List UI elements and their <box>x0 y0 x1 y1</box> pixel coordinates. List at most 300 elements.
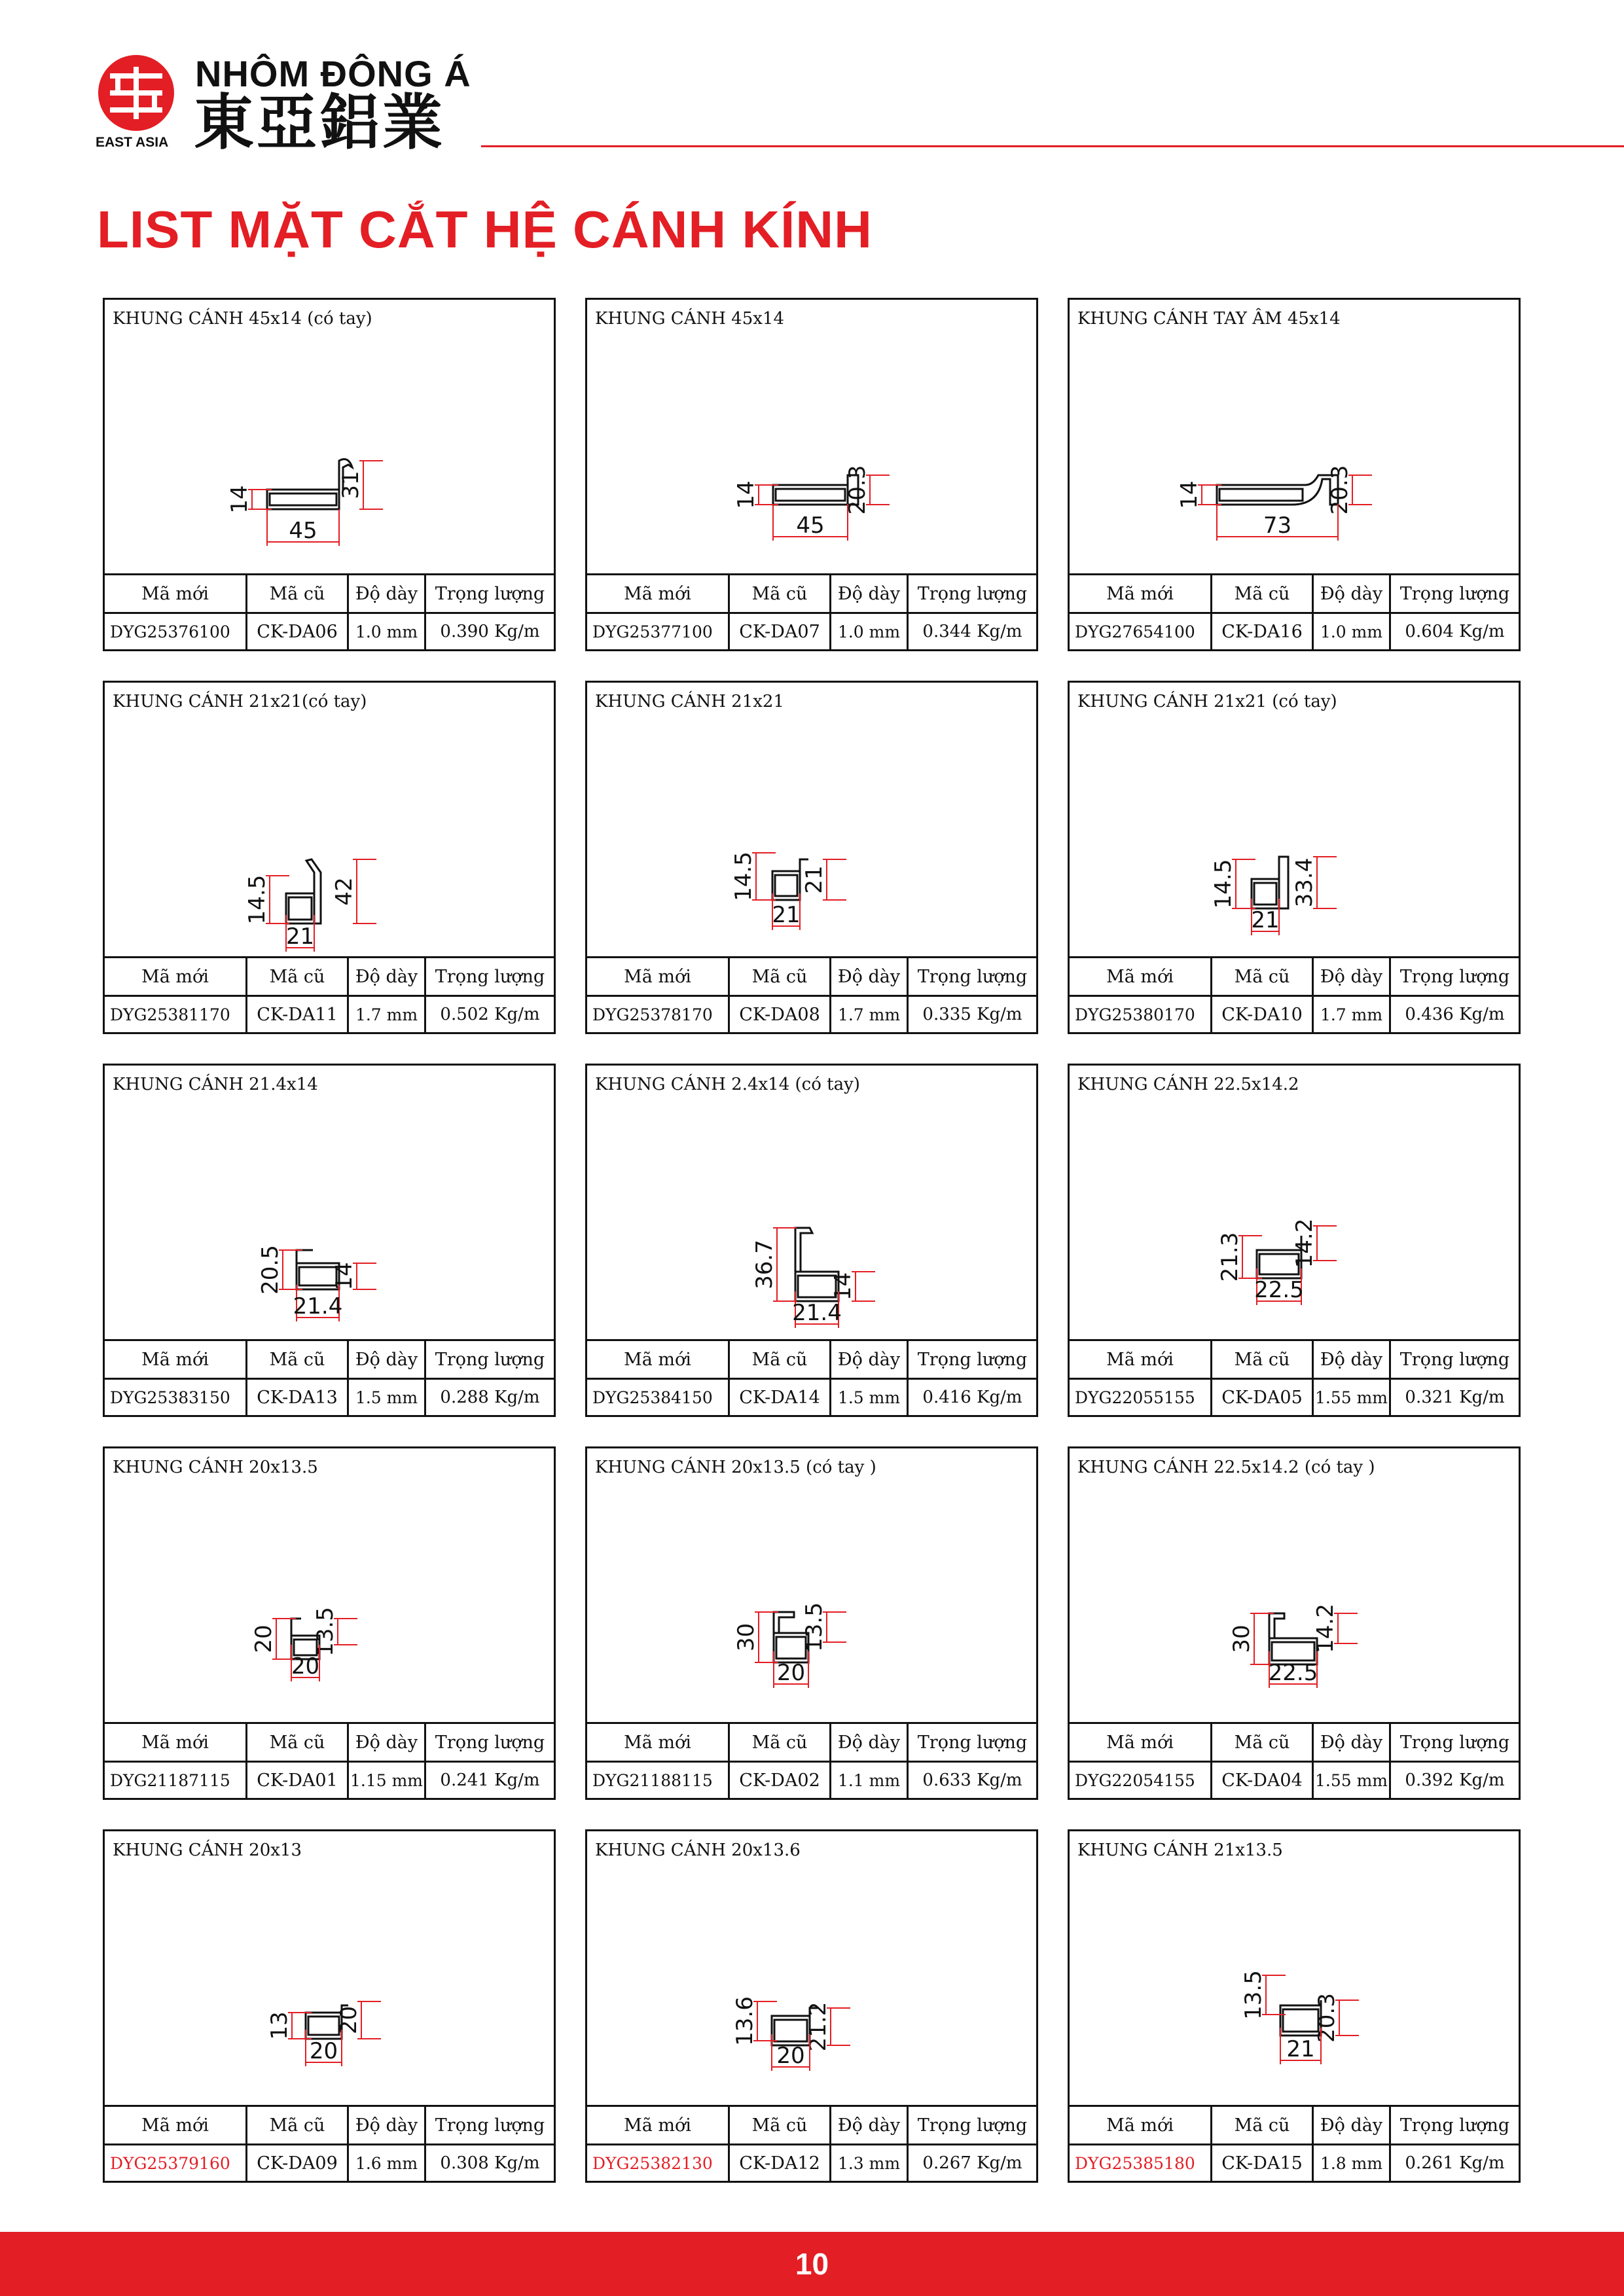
profile-card <box>585 1064 1038 1417</box>
dimension-label: 13.5 <box>312 1607 338 1657</box>
header-new-code: Mã mới <box>105 1724 247 1761</box>
profile-title: KHUNG CÁNH TAY ÂM 45x14 <box>1077 309 1341 329</box>
page-number: 10 <box>795 2247 829 2281</box>
weight-value: 0.241 Kg/m <box>440 1770 540 1790</box>
header-thickness: Độ dày <box>1314 1341 1391 1378</box>
old-code-value: CK-DA01 <box>247 1763 349 1798</box>
old-code-value: CK-DA05 <box>1212 1380 1314 1415</box>
new-code-value: DYG21187115 <box>105 1763 247 1798</box>
dimension-label: 42 <box>331 877 357 906</box>
profile-card <box>103 1064 556 1417</box>
spec-table <box>105 1722 554 1798</box>
weight-value: 0.416 Kg/m <box>922 1388 1022 1407</box>
spec-table <box>105 1339 554 1415</box>
dimension-label: 21 <box>285 924 315 950</box>
profile-card <box>1068 298 1521 651</box>
old-code-value: CK-DA11 <box>247 997 349 1032</box>
header-weight: Trọng lượng <box>917 1349 1028 1370</box>
dimension-annotation <box>267 509 339 546</box>
weight-value: 0.308 Kg/m <box>440 2153 540 2173</box>
header-old-code: Mã cũ <box>1212 1341 1314 1378</box>
spec-value-row <box>587 997 1036 1032</box>
profile-cross-section-drawing <box>105 1105 554 1343</box>
profile-card <box>1068 1829 1521 2183</box>
old-code-value: CK-DA14 <box>730 1380 831 1415</box>
new-code-value: DYG25382130 <box>587 2145 730 2181</box>
weight-value: 0.604 Kg/m <box>1405 622 1505 641</box>
profile-cross-section-drawing <box>587 722 1036 960</box>
header-thickness: Độ dày <box>349 2107 426 2144</box>
page-title: LIST MẶT CẮT HỆ CÁNH KÍNH <box>97 200 873 259</box>
old-code-value: CK-DA16 <box>1212 614 1314 649</box>
dimension-label: 20 <box>336 2005 362 2035</box>
dimension-annotation <box>1327 465 1372 515</box>
dimension-label: 13.5 <box>1240 1970 1267 2020</box>
profile-outline <box>1217 475 1338 505</box>
header-old-code: Mã cũ <box>730 575 831 612</box>
dimension-label: 33.4 <box>1291 857 1318 908</box>
dimension-label: 20.3 <box>1327 465 1353 515</box>
header-weight: Trọng lượng <box>917 2115 1028 2136</box>
header-weight: Trọng lượng <box>1399 1732 1510 1753</box>
profile-cross-section-drawing <box>105 339 554 577</box>
header-thickness: Độ dày <box>831 958 909 995</box>
header-new-code: Mã mới <box>587 1724 730 1761</box>
header-weight: Trọng lượng <box>1399 966 1510 987</box>
spec-value-row <box>105 614 554 649</box>
dimension-annotation <box>1217 504 1338 541</box>
dimension-label: 20.3 <box>1314 1993 1340 2043</box>
weight-value: 0.502 Kg/m <box>440 1005 540 1024</box>
header-weight: Trọng lượng <box>435 1349 545 1370</box>
weight-value: 0.267 Kg/m <box>922 2153 1022 2173</box>
profile-outline <box>1269 1613 1317 1664</box>
dimension-annotation <box>733 1612 778 1662</box>
header-old-code: Mã cũ <box>247 575 349 612</box>
new-code-value: DYG25376100 <box>105 614 247 649</box>
dimension-label: 21.4 <box>293 1293 343 1319</box>
profile-cross-section-drawing <box>105 1871 554 2109</box>
new-code-value: DYG25385180 <box>1070 2145 1212 2181</box>
brand-cjk-name: 東亞鋁業 <box>194 88 446 158</box>
profile-cross-section-drawing <box>587 1488 1036 1726</box>
dimension-annotation <box>733 480 778 509</box>
new-code-value: DYG25384150 <box>587 1380 730 1415</box>
dimension-annotation <box>830 1272 875 1301</box>
dimension-label: 13 <box>266 2011 293 2040</box>
dimension-annotation <box>226 485 272 513</box>
dimension-label: 22.5 <box>1268 1660 1318 1686</box>
old-code-value: CK-DA13 <box>247 1380 349 1415</box>
thickness-value: 1.0 mm <box>831 614 909 649</box>
header-old-code: Mã cũ <box>730 1724 831 1761</box>
profile-grid <box>103 298 1521 2183</box>
thickness-value: 1.5 mm <box>831 1380 909 1415</box>
profile-card <box>103 298 556 651</box>
dimension-annotation <box>772 893 800 930</box>
profile-title: KHUNG CÁNH 20x13.5 <box>113 1458 318 1477</box>
logo-subtitle: EAST ASIA <box>96 135 169 150</box>
header-weight: Trọng lượng <box>1399 1349 1510 1370</box>
weight-value: 0.335 Kg/m <box>922 1005 1022 1024</box>
new-code-value: DYG27654100 <box>1070 614 1212 649</box>
dimension-annotation <box>1291 1219 1337 1268</box>
header-new-code: Mã mới <box>105 1341 247 1378</box>
header-old-code: Mã cũ <box>730 2107 831 2144</box>
header-divider <box>481 145 1624 147</box>
new-code-value: DYG22054155 <box>1070 1763 1212 1798</box>
profile-outline <box>1252 857 1288 908</box>
dimension-annotation <box>244 875 289 925</box>
profile-card <box>585 681 1038 1034</box>
dimension-annotation <box>731 852 776 901</box>
spec-header-row <box>105 2107 554 2145</box>
header-weight: Trọng lượng <box>1399 583 1510 604</box>
dimension-label: 45 <box>289 518 317 544</box>
profile-cross-section-drawing <box>587 1871 1036 2109</box>
spec-value-row <box>587 1380 1036 1415</box>
profile-cross-section-drawing <box>587 339 1036 577</box>
header-thickness: Độ dày <box>831 1341 909 1378</box>
dimension-annotation <box>773 504 848 541</box>
dimension-annotation <box>805 2002 850 2052</box>
spec-header-row <box>1070 2107 1519 2145</box>
spec-value-row <box>105 997 554 1032</box>
weight-value: 0.392 Kg/m <box>1405 1770 1505 1790</box>
dimension-label: 14.5 <box>1210 859 1236 909</box>
header-weight: Trọng lượng <box>917 583 1028 604</box>
spec-table <box>1070 1339 1519 1415</box>
header-weight: Trọng lượng <box>435 1732 545 1753</box>
spec-table <box>1070 1722 1519 1798</box>
header-thickness: Độ dày <box>831 2107 909 2144</box>
dimension-label: 21 <box>772 902 801 928</box>
dimension-annotation <box>751 1228 797 1301</box>
header-weight: Trọng lượng <box>917 1732 1028 1753</box>
spec-table <box>587 1722 1036 1798</box>
spec-header-row <box>587 1341 1036 1380</box>
spec-value-row <box>587 614 1036 649</box>
profile-cross-section-drawing <box>587 1105 1036 1343</box>
dimension-label: 36.7 <box>751 1240 778 1289</box>
spec-header-row <box>587 958 1036 997</box>
profile-outline <box>286 859 321 924</box>
header-thickness: Độ dày <box>349 958 426 995</box>
weight-value: 0.321 Kg/m <box>1405 1388 1505 1407</box>
thickness-value: 1.7 mm <box>831 997 909 1032</box>
dimension-annotation <box>331 1262 376 1290</box>
spec-table <box>1070 573 1519 649</box>
thickness-value: 1.6 mm <box>349 2145 426 2181</box>
header-thickness: Độ dày <box>831 575 909 612</box>
profile-title: KHUNG CÁNH 45x14 (có tay) <box>113 309 372 329</box>
header-old-code: Mã cũ <box>1212 575 1314 612</box>
header-new-code: Mã mới <box>1070 2107 1212 2144</box>
dimension-annotation <box>801 859 846 900</box>
east-asia-logo-icon <box>97 54 175 132</box>
profile-card <box>585 1829 1038 2183</box>
spec-value-row <box>1070 1763 1519 1798</box>
profile-card <box>103 1829 556 2183</box>
header-thickness: Độ dày <box>1314 1724 1391 1761</box>
dimension-label: 14.2 <box>1291 1218 1318 1268</box>
thickness-value: 1.55 mm <box>1314 1763 1391 1798</box>
old-code-value: CK-DA09 <box>247 2145 349 2181</box>
dimension-label: 14.5 <box>244 874 270 925</box>
dimension-annotation <box>1229 1613 1274 1664</box>
spec-value-row <box>105 2145 554 2181</box>
spec-table <box>587 956 1036 1032</box>
profile-cross-section-drawing <box>1070 339 1519 577</box>
brand-name: NHÔM ĐÔNG Á <box>195 53 471 94</box>
dimension-annotation <box>1312 1604 1358 1653</box>
spec-value-row <box>105 1380 554 1415</box>
dimension-label: 20 <box>251 1624 277 1653</box>
old-code-value: CK-DA15 <box>1212 2145 1314 2181</box>
dimension-label: 20 <box>776 1660 806 1686</box>
header-old-code: Mã cũ <box>1212 958 1314 995</box>
new-code-value: DYG25381170 <box>105 997 247 1032</box>
profile-card <box>1068 1446 1521 1800</box>
profile-card <box>585 298 1038 651</box>
spec-header-row <box>587 2107 1036 2145</box>
spec-header-row <box>587 1724 1036 1763</box>
dimension-label: 21.3 <box>1217 1232 1243 1282</box>
dimension-annotation <box>1269 1651 1318 1688</box>
weight-value: 0.261 Kg/m <box>1405 2153 1505 2173</box>
spec-value-row <box>1070 1380 1519 1415</box>
profile-title: KHUNG CÁNH 21x21 (có tay) <box>1077 692 1337 711</box>
header-new-code: Mã mới <box>105 958 247 995</box>
thickness-value: 1.3 mm <box>831 2145 909 2181</box>
header-weight: Trọng lượng <box>435 2115 545 2136</box>
dimension-label: 20 <box>291 1653 320 1679</box>
spec-table <box>105 573 554 649</box>
header-weight: Trọng lượng <box>917 966 1028 987</box>
old-code-value: CK-DA10 <box>1212 997 1314 1032</box>
spec-header-row <box>105 958 554 997</box>
profile-title: KHUNG CÁNH 21.4x14 <box>113 1075 318 1094</box>
header-thickness: Độ dày <box>1314 575 1391 612</box>
header-weight: Trọng lượng <box>435 583 545 604</box>
spec-value-row <box>1070 2145 1519 2181</box>
dimension-annotation <box>772 2034 810 2071</box>
dimension-label: 21 <box>1251 907 1280 933</box>
dimension-label: 22.5 <box>1254 1277 1304 1303</box>
dimension-annotation <box>1210 859 1255 909</box>
thickness-value: 1.55 mm <box>1314 1380 1391 1415</box>
dimension-label: 14 <box>331 1262 357 1291</box>
thickness-value: 1.8 mm <box>1314 2145 1391 2181</box>
dimension-label: 31 <box>338 471 364 499</box>
profile-title: KHUNG CÁNH 21x13.5 <box>1077 1840 1283 1860</box>
dimension-label: 14 <box>830 1272 856 1301</box>
profile-card <box>103 681 556 1034</box>
new-code-value: DYG25380170 <box>1070 997 1212 1032</box>
old-code-value: CK-DA06 <box>247 614 349 649</box>
profile-cross-section-drawing <box>105 1488 554 1726</box>
header-old-code: Mã cũ <box>247 2107 349 2144</box>
header-thickness: Độ dày <box>349 1724 426 1761</box>
header-weight: Trọng lượng <box>435 966 545 987</box>
profile-cross-section-drawing <box>1070 1871 1519 2109</box>
spec-header-row <box>1070 1724 1519 1763</box>
new-code-value: DYG25383150 <box>105 1380 247 1415</box>
old-code-value: CK-DA07 <box>730 614 831 649</box>
dimension-annotation <box>336 2001 381 2039</box>
spec-table <box>1070 2105 1519 2181</box>
dimension-label: 21.2 <box>805 2001 831 2052</box>
dimension-label: 73 <box>1263 512 1292 539</box>
profile-card <box>1068 1064 1521 1417</box>
spec-header-row <box>587 575 1036 614</box>
dimension-label: 13.6 <box>732 1996 758 2046</box>
page-header <box>0 0 1624 157</box>
dimension-label: 20.5 <box>257 1245 283 1295</box>
new-code-value: DYG21188115 <box>587 1763 730 1798</box>
header-new-code: Mã mới <box>587 575 730 612</box>
dimension-label: 20.3 <box>844 465 871 515</box>
dimension-annotation <box>1176 480 1221 509</box>
dimension-annotation <box>251 1619 296 1659</box>
dimension-label: 14.2 <box>1312 1604 1339 1653</box>
spec-header-row <box>1070 958 1519 997</box>
profile-cross-section-drawing <box>105 722 554 960</box>
dimension-annotation <box>338 461 383 509</box>
thickness-value: 1.7 mm <box>349 997 426 1032</box>
thickness-value: 1.15 mm <box>349 1763 426 1798</box>
profile-card <box>1068 681 1521 1034</box>
dimension-annotation <box>732 1996 777 2046</box>
old-code-value: CK-DA02 <box>730 1763 831 1798</box>
dimension-label: 21 <box>801 865 827 894</box>
header-thickness: Độ dày <box>349 1341 426 1378</box>
profile-cross-section-drawing <box>1070 722 1519 960</box>
header-old-code: Mã cũ <box>730 958 831 995</box>
weight-value: 0.344 Kg/m <box>922 622 1022 641</box>
dimension-annotation <box>1240 1970 1286 2020</box>
header-new-code: Mã mới <box>587 1341 730 1378</box>
dimension-label: 30 <box>1229 1624 1255 1653</box>
dimension-label: 14 <box>226 485 253 514</box>
header-old-code: Mã cũ <box>247 958 349 995</box>
profile-title: KHUNG CÁNH 22.5x14.2 <box>1077 1075 1299 1094</box>
profile-card <box>103 1446 556 1800</box>
header-thickness: Độ dày <box>349 575 426 612</box>
old-code-value: CK-DA08 <box>730 997 831 1032</box>
spec-header-row <box>105 575 554 614</box>
spec-table <box>587 1339 1036 1415</box>
header-new-code: Mã mới <box>1070 1724 1212 1761</box>
dimension-label: 30 <box>733 1623 759 1652</box>
new-code-value: DYG22055155 <box>1070 1380 1212 1415</box>
header-old-code: Mã cũ <box>1212 1724 1314 1761</box>
thickness-value: 1.7 mm <box>1314 997 1391 1032</box>
dimension-annotation <box>1217 1232 1262 1282</box>
profile-cross-section-drawing <box>1070 1105 1519 1343</box>
spec-header-row <box>1070 575 1519 614</box>
header-old-code: Mã cũ <box>1212 2107 1314 2144</box>
header-thickness: Độ dày <box>831 1724 909 1761</box>
spec-value-row <box>1070 997 1519 1032</box>
profile-title: KHUNG CÁNH 21x21(có tay) <box>113 692 367 711</box>
weight-value: 0.436 Kg/m <box>1405 1005 1505 1024</box>
dimension-annotation <box>1291 857 1337 908</box>
thickness-value: 1.5 mm <box>349 1380 426 1415</box>
dimension-annotation <box>774 1651 808 1688</box>
thickness-value: 1.0 mm <box>349 614 426 649</box>
header-new-code: Mã mới <box>587 2107 730 2144</box>
profile-title: KHUNG CÁNH 2.4x14 (có tay) <box>595 1075 860 1094</box>
spec-table <box>105 2105 554 2181</box>
profile-title: KHUNG CÁNH 20x13.6 <box>595 1840 801 1860</box>
spec-value-row <box>105 1763 554 1798</box>
header-new-code: Mã mới <box>587 958 730 995</box>
weight-value: 0.390 Kg/m <box>440 622 540 641</box>
spec-table <box>587 573 1036 649</box>
dimension-label: 14 <box>1176 480 1202 509</box>
profile-title: KHUNG CÁNH 22.5x14.2 (có tay ) <box>1077 1458 1375 1477</box>
header-old-code: Mã cũ <box>247 1341 349 1378</box>
profile-cross-section-drawing <box>1070 1488 1519 1726</box>
weight-value: 0.288 Kg/m <box>440 1388 540 1407</box>
page-footer <box>0 2232 1624 2296</box>
dimension-label: 21.4 <box>792 1300 842 1326</box>
dimension-annotation <box>844 465 890 515</box>
profile-title: KHUNG CÁNH 45x14 <box>595 309 784 329</box>
new-code-value: DYG25379160 <box>105 2145 247 2181</box>
header-new-code: Mã mới <box>1070 575 1212 612</box>
old-code-value: CK-DA12 <box>730 2145 831 2181</box>
header-thickness: Độ dày <box>1314 958 1391 995</box>
old-code-value: CK-DA04 <box>1212 1763 1314 1798</box>
profile-title: KHUNG CÁNH 21x21 <box>595 692 784 711</box>
spec-table <box>587 2105 1036 2181</box>
spec-table <box>105 956 554 1032</box>
spec-value-row <box>1070 614 1519 649</box>
thickness-value: 1.1 mm <box>831 1763 909 1798</box>
dimension-label: 20 <box>776 2043 805 2069</box>
header-weight: Trọng lượng <box>1399 2115 1510 2136</box>
dimension-label: 21 <box>1286 2036 1315 2062</box>
profile-card <box>585 1446 1038 1800</box>
header-old-code: Mã cũ <box>247 1724 349 1761</box>
spec-header-row <box>105 1724 554 1763</box>
header-new-code: Mã mới <box>105 2107 247 2144</box>
header-new-code: Mã mới <box>105 575 247 612</box>
header-old-code: Mã cũ <box>730 1341 831 1378</box>
profile-title: KHUNG CÁNH 20x13.5 (có tay ) <box>595 1458 876 1477</box>
weight-value: 0.633 Kg/m <box>922 1770 1022 1790</box>
spec-value-row <box>587 2145 1036 2181</box>
thickness-value: 1.0 mm <box>1314 614 1391 649</box>
dimension-annotation <box>331 859 376 924</box>
profile-title: KHUNG CÁNH 20x13 <box>113 1840 302 1860</box>
spec-value-row <box>587 1763 1036 1798</box>
dimension-label: 14.5 <box>731 852 757 901</box>
new-code-value: DYG25377100 <box>587 614 730 649</box>
spec-table <box>1070 956 1519 1032</box>
dimension-label: 20 <box>309 2038 338 2064</box>
dimension-annotation <box>801 1602 846 1652</box>
spec-header-row <box>105 1341 554 1380</box>
spec-header-row <box>1070 1341 1519 1380</box>
header-new-code: Mã mới <box>1070 1341 1212 1378</box>
new-code-value: DYG25378170 <box>587 997 730 1032</box>
dimension-label: 45 <box>796 512 825 539</box>
header-new-code: Mã mới <box>1070 958 1212 995</box>
header-thickness: Độ dày <box>1314 2107 1391 2144</box>
